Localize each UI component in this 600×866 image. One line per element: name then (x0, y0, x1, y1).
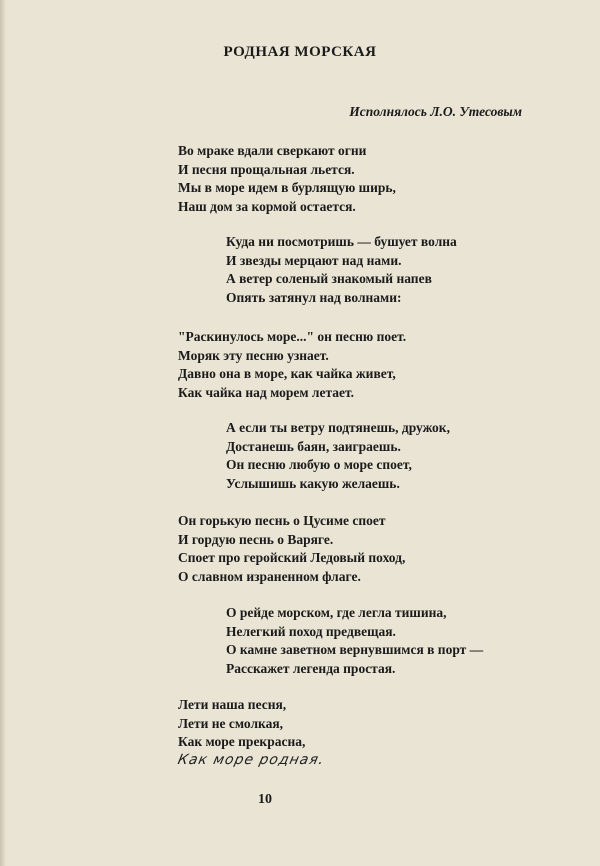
stanza-line: И звезды мерцают над нами. (226, 252, 402, 268)
stanza-line: Лети не смолкая, (178, 715, 284, 731)
stanza-6 (226, 604, 483, 678)
stanza-line: О камне заветном вернувшимся в порт — (226, 642, 484, 657)
stanza-line: А если ты ветру подтянешь, дружок, (226, 420, 450, 435)
stanza-7 (178, 696, 305, 752)
stanza-line: О рейде морском, где легла тишина, (226, 605, 447, 620)
song-title: РОДНАЯ МОРСКАЯ (223, 44, 377, 60)
stanza-line: Услышишь какую желаешь. (226, 475, 400, 491)
stanza-line: Лети наша песня, (178, 697, 287, 712)
stanza-line: "Раскинулось море..." он песню поет. (178, 329, 407, 344)
page-number: 10 (258, 792, 272, 807)
page-shadow (0, 0, 6, 866)
stanza-line: Он песню любую о море споет, (226, 457, 412, 472)
stanza-line: Наш дом за кормой остается. (178, 198, 356, 214)
stanza-4 (226, 419, 450, 493)
stanza-line: Он горькую песнь о Цусиме споет (178, 513, 386, 528)
stanza-line: Расскажет легенда простая. (226, 660, 396, 676)
stanza-line: Как море прекрасна, (178, 734, 306, 749)
stanza-line: Моряк эту песню узнает. (178, 347, 329, 363)
stanza-line: Как чайка над морем летает. (178, 384, 355, 400)
stanza-line: Опять затянул над волнами: (226, 289, 402, 305)
stanza-5 (178, 512, 405, 586)
stanza-2 (226, 233, 457, 307)
handwritten-line: Как море родная. (176, 752, 326, 768)
stanza-line: Куда ни посмотришь — бушует волна (226, 234, 457, 249)
stanza-line: И гордую песнь о Варяге. (178, 531, 334, 547)
stanza-1 (178, 142, 396, 216)
stanza-line: Достанешь баян, заиграешь. (226, 438, 401, 454)
stanza-line: И песня прощальная льется. (178, 161, 355, 177)
stanza-line: Во мраке вдали сверкают огни (178, 143, 367, 158)
stanza-line: О славном израненном флаге. (178, 568, 361, 584)
stanza-line: Мы в море идем в бурлящую ширь, (178, 180, 396, 195)
stanza-3 (178, 328, 406, 402)
stanza-line: Нелегкий поход предвещая. (226, 623, 396, 639)
stanza-line: Давно она в море, как чайка живет, (178, 366, 396, 381)
stanza-line: Споет про геройский Ледовый поход, (178, 550, 406, 565)
stanza-line: А ветер соленый знакомый напев (226, 271, 432, 286)
performer-attribution: Исполнялось Л.О. Утесовым (349, 104, 522, 119)
